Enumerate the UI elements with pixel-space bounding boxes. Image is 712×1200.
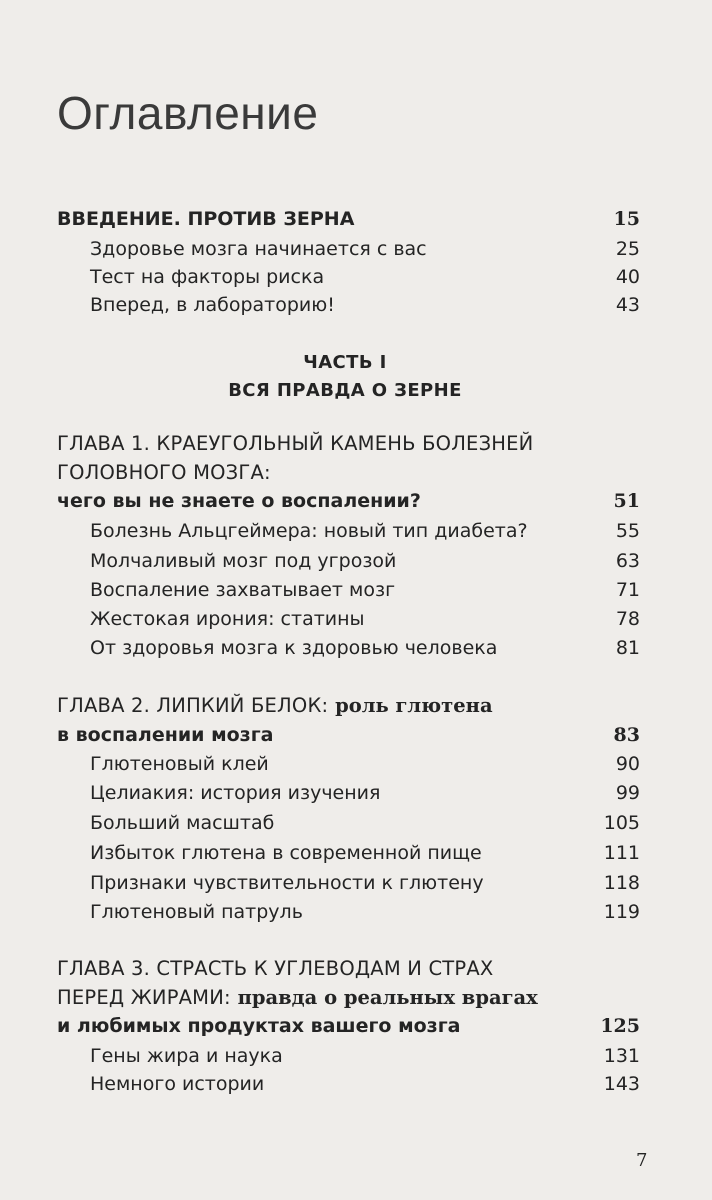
toc-subentry[interactable]	[90, 238, 640, 260]
chapter2-title-caps: ГЛАВА 2. ЛИПКИЙ БЕЛОК:	[57, 694, 329, 717]
toc-subentry-page: 131	[603, 1045, 640, 1067]
chapter1-subtitle: чего вы не знаете о воспалении?	[57, 490, 421, 512]
toc-subentry-title: Признаки чувствительности к глютену	[90, 872, 484, 894]
toc-subentry[interactable]	[90, 520, 640, 542]
chapter2-title-rest: роль глютена	[328, 694, 493, 717]
toc-subentry-page: 40	[615, 266, 640, 288]
toc-entry-page: 83	[613, 724, 640, 746]
toc-subentry-title: Избыток глютена в современной пище	[90, 842, 482, 864]
toc-entry-chapter1[interactable]	[57, 490, 640, 512]
toc-entry-page: 125	[600, 1015, 640, 1037]
toc-subentry[interactable]	[90, 782, 640, 804]
chapter3-title-rest: правда о реальных врагах	[230, 986, 538, 1009]
toc-subentry-page: 71	[615, 579, 640, 601]
toc-subentry[interactable]	[90, 550, 640, 572]
toc-subentry[interactable]	[90, 872, 640, 894]
toc-subentry[interactable]	[90, 842, 640, 864]
toc-subentry-title: Гены жира и наука	[90, 1045, 283, 1067]
toc-subentry-page: 81	[615, 637, 640, 659]
page-title: Оглавление	[57, 87, 319, 139]
toc-subentry-page: 63	[615, 550, 640, 572]
toc-subentry[interactable]	[90, 608, 640, 630]
toc-subentry[interactable]	[90, 1045, 640, 1067]
toc-subentry-page: 90	[615, 753, 640, 775]
chapter3-subtitle: и любимых продуктах вашего мозга	[57, 1015, 461, 1037]
toc-entry-page: 51	[613, 490, 640, 512]
chapter1-title-line2[interactable]: ГОЛОВНОГО МОЗГА:	[57, 461, 271, 484]
part-label: ЧАСТЬ I	[303, 352, 387, 373]
toc-subentry-page: 118	[603, 872, 640, 894]
toc-subentry-title: Жестокая ирония: статины	[90, 608, 365, 630]
toc-subentry[interactable]	[90, 266, 640, 288]
part-title: ВСЯ ПРАВДА О ЗЕРНЕ	[228, 380, 462, 401]
toc-subentry-page: 143	[603, 1073, 640, 1095]
toc-subentry-title: Болезнь Альцгеймера: новый тип диабета?	[90, 520, 528, 542]
toc-subentry[interactable]	[90, 753, 640, 775]
toc-subentry-page: 55	[615, 520, 640, 542]
toc-subentry-title: Глютеновый клей	[90, 753, 269, 775]
chapter3-title-line2[interactable]	[57, 986, 538, 1009]
toc-subentry[interactable]	[90, 901, 640, 923]
chapter2-subtitle: в воспалении мозга	[57, 724, 274, 746]
toc-entry-page: 15	[613, 208, 640, 230]
toc-subentry[interactable]	[90, 812, 640, 834]
chapter2-title-line1[interactable]	[57, 694, 493, 717]
toc-subentry[interactable]	[90, 1073, 640, 1095]
toc-subentry-title: Здоровье мозга начинается с вас	[90, 238, 427, 260]
toc-subentry-page: 78	[615, 608, 640, 630]
toc-entry-intro[interactable]	[57, 208, 640, 230]
toc-subentry[interactable]	[90, 637, 640, 659]
toc-subentry-page: 119	[603, 901, 640, 923]
toc-entry-chapter3[interactable]	[57, 1015, 640, 1037]
page-number: 7	[636, 1150, 648, 1171]
chapter1-title-line1[interactable]: ГЛАВА 1. КРАЕУГОЛЬНЫЙ КАМЕНЬ БОЛЕЗНЕЙ	[57, 432, 534, 455]
toc-entry-title: ВВЕДЕНИЕ. ПРОТИВ ЗЕРНА	[57, 208, 355, 230]
toc-subentry-title: Больший масштаб	[90, 812, 275, 834]
toc-subentry-title: Целиакия: история изучения	[90, 782, 381, 804]
toc-entry-chapter2[interactable]	[57, 724, 640, 746]
toc-subentry-title: Воспаление захватывает мозг	[90, 579, 396, 601]
toc-subentry-title: Молчаливый мозг под угрозой	[90, 550, 397, 572]
chapter3-title-line1[interactable]: ГЛАВА 3. СТРАСТЬ К УГЛЕВОДАМ И СТРАХ	[57, 957, 494, 980]
toc-subentry-title: Немного истории	[90, 1073, 265, 1095]
toc-subentry-title: От здоровья мозга к здоровью человека	[90, 637, 498, 659]
toc-subentry-title: Глютеновый патруль	[90, 901, 303, 923]
toc-subentry-page: 25	[615, 238, 640, 260]
toc-subentry[interactable]	[90, 294, 640, 316]
toc-subentry-title: Тест на факторы риска	[90, 266, 325, 288]
toc-subentry-page: 105	[603, 812, 640, 834]
toc-subentry-page: 43	[615, 294, 640, 316]
toc-subentry-page: 99	[615, 782, 640, 804]
toc-subentry[interactable]	[90, 579, 640, 601]
toc-subentry-title: Вперед, в лабораторию!	[90, 294, 335, 316]
chapter3-title-caps: ПЕРЕД ЖИРАМИ:	[57, 986, 231, 1009]
toc-subentry-page: 111	[603, 842, 640, 864]
